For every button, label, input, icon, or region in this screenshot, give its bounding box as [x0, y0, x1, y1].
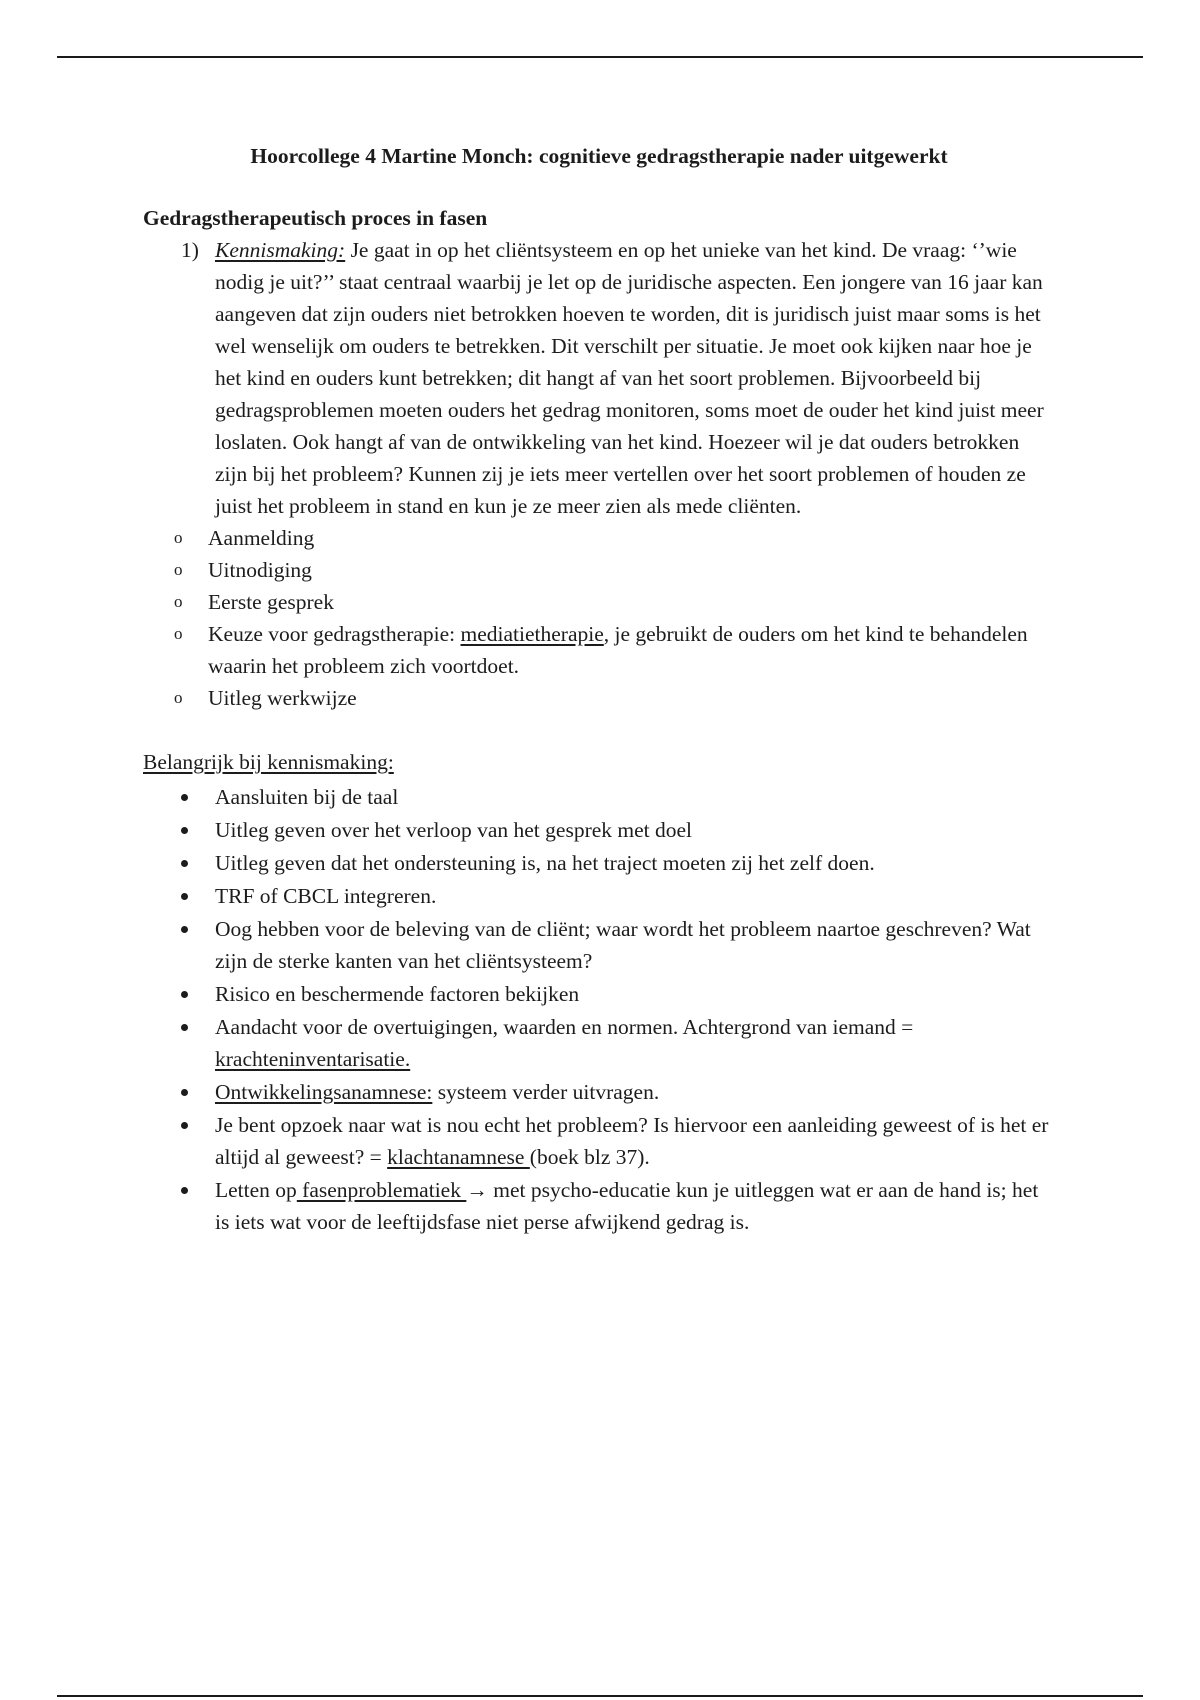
klacht-suffix: (boek blz 37).	[529, 1145, 650, 1169]
fasenproblematiek-term: fasenproblematiek	[296, 1178, 467, 1202]
klachtanamnese-term: klachtanamnese	[387, 1145, 530, 1169]
sub-item-text: Aanmelding	[208, 526, 315, 550]
bullet-dot-icon	[181, 1187, 188, 1194]
bullet-text: TRF of CBCL integreren.	[215, 884, 437, 908]
sub-item-text: Uitnodiging	[208, 558, 312, 582]
item-number: 1)	[181, 238, 199, 262]
kennismaking-label: Kennismaking:	[215, 238, 346, 262]
bullet-item-ontwikkeling	[143, 1076, 1055, 1108]
circle-bullet-icon: o	[174, 688, 183, 707]
bullet-text: Uitleg geven dat het ondersteuning is, na het traject moeten zij het zelf doen.	[215, 851, 875, 875]
section-heading-kennismaking: Belangrijk bij kennismaking:	[143, 750, 394, 774]
keuze-suffix: , je gebruikt de ouders om het kind te behandelen waarin het probleem zich voortdoet.	[208, 622, 1028, 678]
bullet-dot-icon	[181, 1122, 188, 1129]
bullet-item	[143, 814, 1055, 846]
arrow-right-icon: →	[466, 1178, 488, 1202]
numbered-item-kennismaking	[143, 234, 1055, 522]
aandacht-text: Aandacht voor de overtuigingen, waarden en normen. Achtergrond van iemand =	[215, 1015, 914, 1039]
bullet-text: Oog hebben voor de beleving van de cliënt; waar wordt het probleem naartoe geschreven? Wat zijn de sterke kanten van het cliëntsysteem?	[215, 917, 1031, 973]
bullet-text: Risico en beschermende factoren bekijken	[215, 982, 580, 1006]
sub-list-item	[143, 682, 1055, 714]
bullet-item-fase	[143, 1174, 1055, 1238]
bullet-dot-icon	[181, 794, 188, 801]
bullet-text: Aansluiten bij de taal	[215, 785, 399, 809]
sub-item-text: Uitleg werkwijze	[208, 686, 357, 710]
bullet-item-aandacht	[143, 1011, 1055, 1075]
section-heading-phases: Gedragstherapeutisch proces in fasen	[143, 206, 488, 230]
bullet-dot-icon	[181, 860, 188, 867]
fase-text: met psycho-educatie kun je uitleggen wat er aan de hand is; het is iets wat voor de leeftijdsfase niet perse afwijkend gedrag is.	[215, 1178, 1039, 1234]
header-rule	[57, 56, 1143, 58]
circle-bullet-icon: o	[174, 528, 183, 547]
bullet-dot-icon	[181, 1089, 188, 1096]
bullet-item	[143, 880, 1055, 912]
kennismaking-text: Je gaat in op het cliëntsysteem en op het unieke van het kind. De vraag: ‘’wie nodig je uit?’’ staat centraal waarbij je let op de juridische aspecten. Een jongere van 16 jaar kan aangeven dat zijn ouders niet betrokken hoeven te worden, dit is juridisch juist maar soms is het wel wenselijk om ouders te betrekken. Dit verschilt per situatie. Je moet ook kijken naar hoe je het kind en ouders kunt betrekken; dit hangt af van het soort problemen. Bijvoorbeeld bij gedragsproblemen moeten ouders het gedrag monitoren, soms moet de ouder het kind juist meer loslaten. Ook hangt af van de ontwikkeling van het kind. Hoezeer wil je dat ouders betrokken zijn bij het probleem? Kunnen zij je iets meer vertellen over het soort problemen of houden ze juist het probleem in stand en kun je ze meer zien als mede cliënten.	[215, 238, 1044, 518]
bullet-text: Uitleg geven over het verloop van het gesprek met doel	[215, 818, 693, 842]
document-page	[143, 140, 1055, 1238]
sub-item-text: Eerste gesprek	[208, 590, 334, 614]
bullet-dot-icon	[181, 827, 188, 834]
bullet-dot-icon	[181, 893, 188, 900]
sub-list-item-keuze	[143, 618, 1055, 682]
ontwikkelingsanamnese-term: Ontwikkelingsanamnese:	[215, 1080, 433, 1104]
bullet-item	[143, 781, 1055, 813]
sub-list-item	[143, 522, 1055, 554]
krachteninventarisatie-term: krachteninventarisatie.	[215, 1047, 411, 1071]
fase-prefix: Letten op	[215, 1178, 297, 1202]
ontwikkeling-text: systeem verder uitvragen.	[432, 1080, 660, 1104]
footer-rule	[57, 1695, 1143, 1697]
keuze-prefix: Keuze voor gedragstherapie:	[208, 622, 461, 646]
sub-list-item	[143, 554, 1055, 586]
circle-bullet-icon: o	[174, 592, 183, 611]
bullet-dot-icon	[181, 926, 188, 933]
klacht-text: Je bent opzoek naar wat is nou echt het probleem? Is hiervoor een aanleiding geweest of is het er altijd al geweest? =	[215, 1113, 1049, 1169]
bullet-dot-icon	[181, 991, 188, 998]
sub-list-item	[143, 586, 1055, 618]
bullet-dot-icon	[181, 1024, 188, 1031]
bullet-item	[143, 847, 1055, 879]
bullet-item	[143, 978, 1055, 1010]
circle-bullet-icon: o	[174, 560, 183, 579]
bullet-item	[143, 913, 1055, 977]
bullet-item-klacht	[143, 1109, 1055, 1173]
circle-bullet-icon: o	[174, 624, 183, 643]
document-title: Hoorcollege 4 Martine Monch: cognitieve gedragstherapie nader uitgewerkt	[250, 144, 948, 168]
mediatietherapie-term: mediatietherapie	[460, 622, 604, 646]
